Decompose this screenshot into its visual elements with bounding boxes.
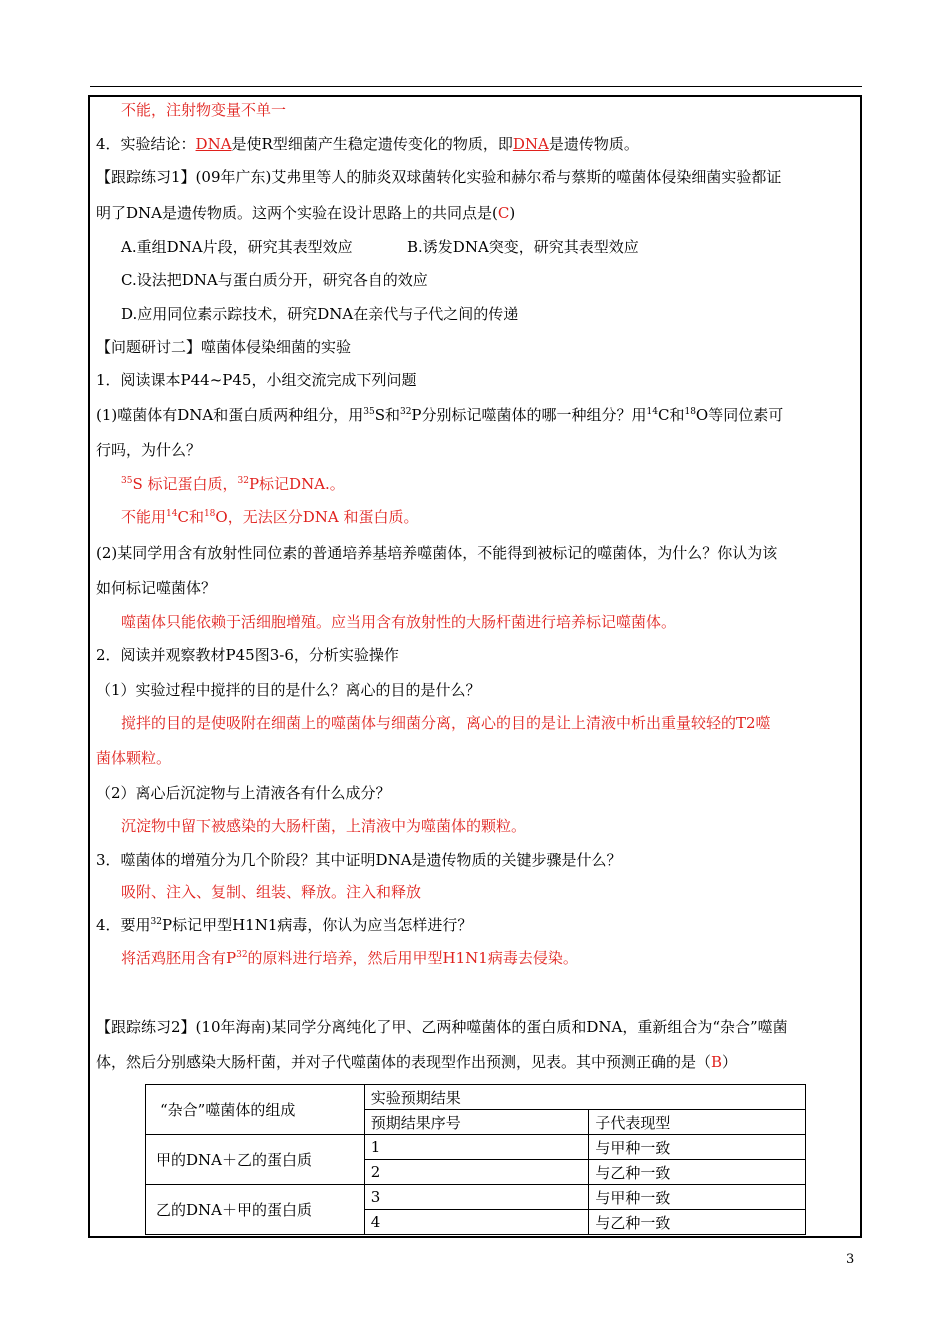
table-row (146, 1085, 806, 1110)
prediction-table (145, 1084, 806, 1235)
answer-line: 不能，注射物变量不单一 (121, 101, 287, 119)
answer-line: 不能用$^{14}$C和$^{18}$O，无法区分DNA 和蛋白质。 (121, 508, 419, 526)
practice-2-question-cont: 体，然后分别感染大肠杆菌，并对子代噬菌体的表现型作出预测，见表。其中预测正确的是（B） (96, 1053, 738, 1071)
question-1-2: (2)某同学用含有放射性同位素的普通培养基培养噬菌体，不能得到被标记的噬菌体，为什么？你认为该 (96, 544, 778, 562)
question-1: 1．阅读课本P44~P45，小组交流完成下列问题 (96, 371, 417, 389)
answer-line: 沉淀物中留下被感染的大肠杆菌，上清液中为噬菌体的颗粒。 (121, 817, 527, 835)
answer-line: $^{35}$S 标记蛋白质，$^{32}$P标记DNA.。 (121, 475, 345, 493)
table-header: 子代表现型 (589, 1110, 806, 1135)
option-b: B.诱发DNA突变，研究其表型效应 (407, 238, 639, 256)
question-3: 3．噬菌体的增殖分为几个阶段？其中证明DNA是遗传物质的关键步骤是什么？ (96, 851, 622, 869)
answer-choice: B (711, 1053, 723, 1071)
answer-line: 搅拌的目的是使吸附在细菌上的噬菌体与细菌分离，离心的目的是让上清液中析出重量较轻的T2噬 (121, 714, 771, 732)
table-cell: 甲的DNA＋乙的蛋白质 (146, 1135, 365, 1185)
table-row (146, 1135, 806, 1160)
answer-blank: DNA (195, 135, 232, 153)
table-row (146, 1185, 806, 1210)
table-cell: 1 (364, 1135, 589, 1160)
question-2: 2．阅读并观察教材P45图3-6，分析实验操作 (96, 646, 399, 664)
answer-line: 菌体颗粒。 (96, 749, 172, 767)
table-cell: 3 (364, 1185, 589, 1210)
table-cell: 乙的DNA＋甲的蛋白质 (146, 1185, 365, 1235)
question-1-2-cont: 如何标记噬菌体？ (96, 579, 217, 597)
answer-blank: DNA (512, 135, 549, 153)
answer-line: 吸附、注入、复制、组装、释放。注入和释放 (121, 883, 422, 901)
header-rule (90, 86, 862, 87)
table-header: 实验预期结果 (364, 1085, 805, 1110)
question-2-2: （2）离心后沉淀物与上清液各有什么成分？ (96, 784, 391, 802)
question-1-1-cont: 行吗，为什么？ (96, 441, 202, 459)
option-d: D.应用同位素示踪技术，研究DNA在亲代与子代之间的传递 (121, 305, 519, 323)
answer-choice: C (497, 204, 510, 222)
question-2-1: （1）实验过程中搅拌的目的是什么？离心的目的是什么？ (96, 681, 481, 699)
table-cell: 与甲种一致 (589, 1135, 806, 1160)
table-cell: 与甲种一致 (589, 1185, 806, 1210)
table-cell: 2 (364, 1160, 589, 1185)
option-c: C.设法把DNA与蛋白质分开，研究各自的效应 (121, 271, 428, 289)
table-cell: 4 (364, 1210, 589, 1235)
page-number: 3 (846, 1252, 855, 1267)
practice-1-question-cont: 明了DNA是遗传物质。这两个实验在设计思路上的共同点是(C) (96, 204, 516, 222)
section-title: 【问题研讨二】噬菌体侵染细菌的实验 (96, 338, 352, 356)
answer-line: 噬菌体只能依赖于活细胞增殖。应当用含有放射性的大肠杆菌进行培养标记噬菌体。 (121, 613, 677, 631)
option-a: A.重组DNA片段，研究其表型效应 (121, 238, 353, 256)
table-cell: 与乙种一致 (589, 1160, 806, 1185)
practice-1-question: 【跟踪练习1】(09年广东)艾弗里等人的肺炎双球菌转化实验和赫尔希与蔡斯的噬菌体侵染细菌实验都证 (96, 168, 782, 186)
table-cell: 与乙种一致 (589, 1210, 806, 1235)
table-header: “杂合”噬菌体的组成 (146, 1085, 365, 1135)
answer-line: 将活鸡胚用含有$P^{32}$的原料进行培养，然后用甲型H1N1病毒去侵染。 (121, 949, 578, 967)
question-4: 4．要用$^{32}$P标记甲型H1N1病毒，你认为应当怎样进行？ (96, 916, 473, 934)
question-1-1: (1)噬菌体有DNA和蛋白质两种组分，用$^{35}$S和$^{32}$P分别标记噬菌体的哪一种组分？用$^{14}$C和$^{18}$O等同位素可 (96, 406, 784, 424)
table-header: 预期结果序号 (364, 1110, 589, 1135)
experiment-conclusion: 4．实验结论：DNA是使R型细菌产生稳定遗传变化的物质，即DNA是遗传物质。 (96, 135, 639, 153)
practice-2-question: 【跟踪练习2】(10年海南)某同学分离纯化了甲、乙两种噬菌体的蛋白质和DNA，重新组合为“杂合”噬菌 (96, 1018, 788, 1036)
